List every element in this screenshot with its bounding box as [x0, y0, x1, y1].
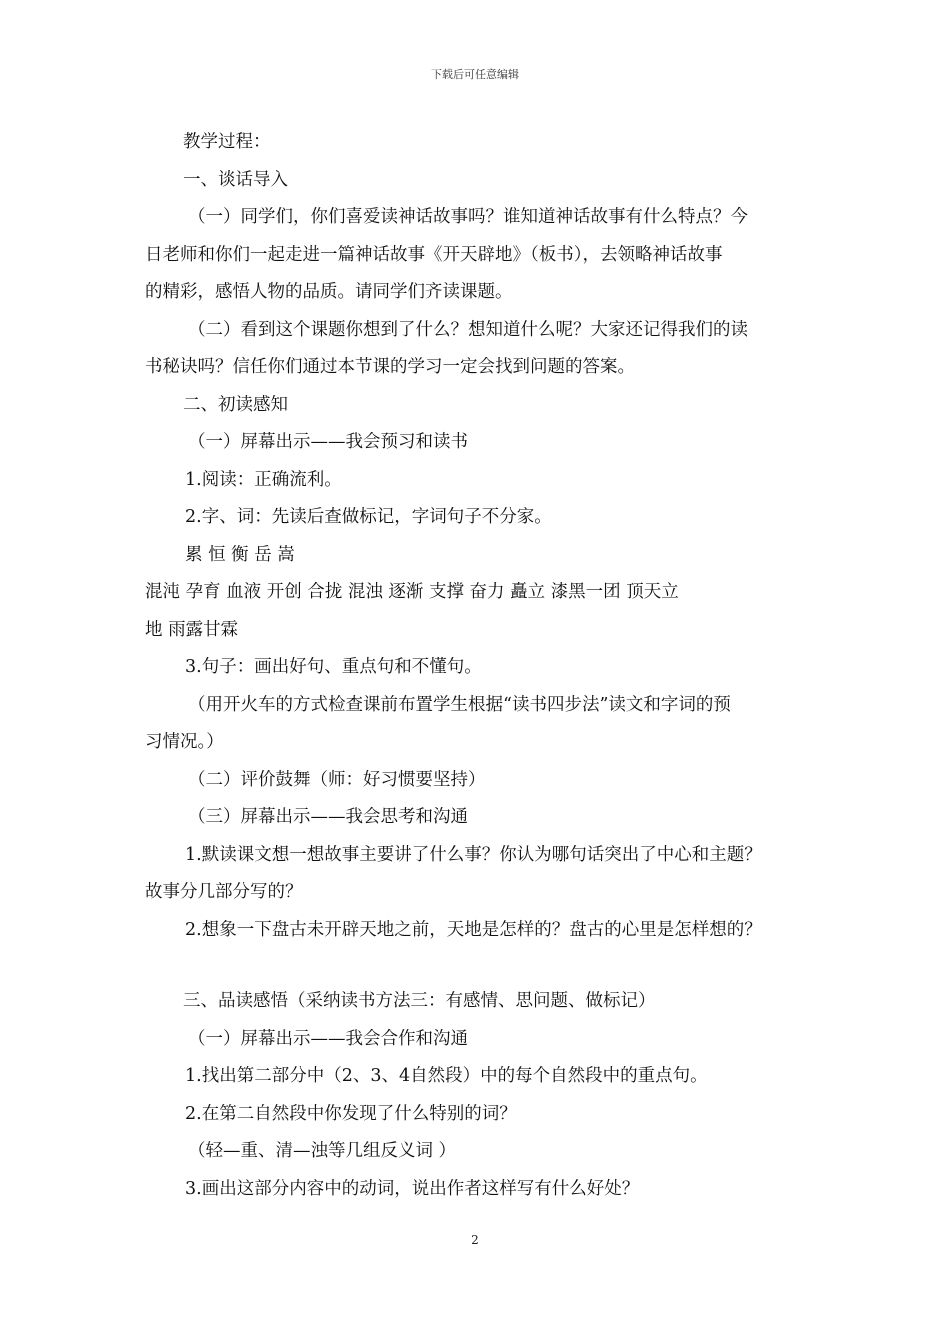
paragraph-line: 故事分几部分写的？ [145, 882, 303, 902]
document-body [145, 124, 825, 1208]
paragraph-line: （用开火车的方式检查课前布置学生根据“读书四步法”读文和字词的预 [188, 694, 731, 715]
paragraph-line: 书秘诀吗？信任你们通过本节课的学习一定会找到问题的答案。 [145, 357, 635, 377]
list-item: 1.找出第二部分中（2、3、4自然段）中的每个自然段中的重点句。 [185, 1066, 708, 1086]
page-header: 下载后可任意编辑 [431, 68, 519, 81]
word-list: 地 雨露甘霖 [145, 619, 239, 640]
list-item: 1.默读课文想一想故事主要讲了什么事？你认为哪句话突出了中心和主题？ [185, 844, 762, 865]
list-item: 2.想象一下盘古未开辟天地之前，天地是怎样的？盘古的心里是怎样想的？ [185, 919, 762, 940]
paragraph-line: （二）看到这个课题你想到了什么？想知道什么呢？大家还记得我们的读 [188, 319, 748, 340]
paragraph-line: （轻—重、清—浊等几组反义词 ） [188, 1141, 457, 1161]
section-heading: 三、品读感悟（采纳读书方法三：有感情、思问题、做标记） [183, 991, 656, 1011]
paragraph-line: 日老师和你们一起走进一篇神话故事《开天辟地》（板书），去领略神话故事 [145, 244, 723, 265]
section-heading: 一、谈话导入 [183, 169, 288, 190]
paragraph-line: （一）同学们，你们喜爱读神话故事吗？谁知道神话故事有什么特点？今 [188, 207, 748, 227]
paragraph-line: 习情况。） [145, 732, 224, 752]
word-list: 混沌 孕育 血液 开创 合拢 混浊 逐渐 支撑 奋力 矗立 漆黑一团 顶天立 [145, 582, 679, 602]
list-item: 2.字、词：先读后查做标记，字词句子不分家。 [185, 507, 552, 527]
subsection-heading: （三）屏幕出示——我会思考和沟通 [188, 807, 468, 827]
character-list: 累 恒 衡 岳 嵩 [185, 544, 295, 565]
subsection-heading: （二）评价鼓舞（师：好习惯要坚持） [188, 769, 486, 790]
list-item: 2.在第二自然段中你发现了什么特别的词？ [185, 1103, 517, 1124]
subsection-heading: （一）屏幕出示——我会合作和沟通 [188, 1028, 468, 1049]
section-heading: 二、初读感知 [183, 394, 288, 415]
page-number: 2 [471, 1233, 479, 1247]
list-item: 1.阅读：正确流利。 [185, 469, 342, 490]
paragraph-line: 的精彩，感悟人物的品质。请同学们齐读课题。 [145, 282, 513, 302]
list-item: 3.画出这部分内容中的动词，说出作者这样写有什么好处？ [185, 1178, 640, 1199]
section-heading: 教学过程： [183, 132, 271, 152]
blank-line [145, 949, 825, 983]
list-item: 3.句子：画出好句、重点句和不懂句。 [185, 657, 482, 677]
subsection-heading: （一）屏幕出示——我会预习和读书 [188, 432, 468, 452]
